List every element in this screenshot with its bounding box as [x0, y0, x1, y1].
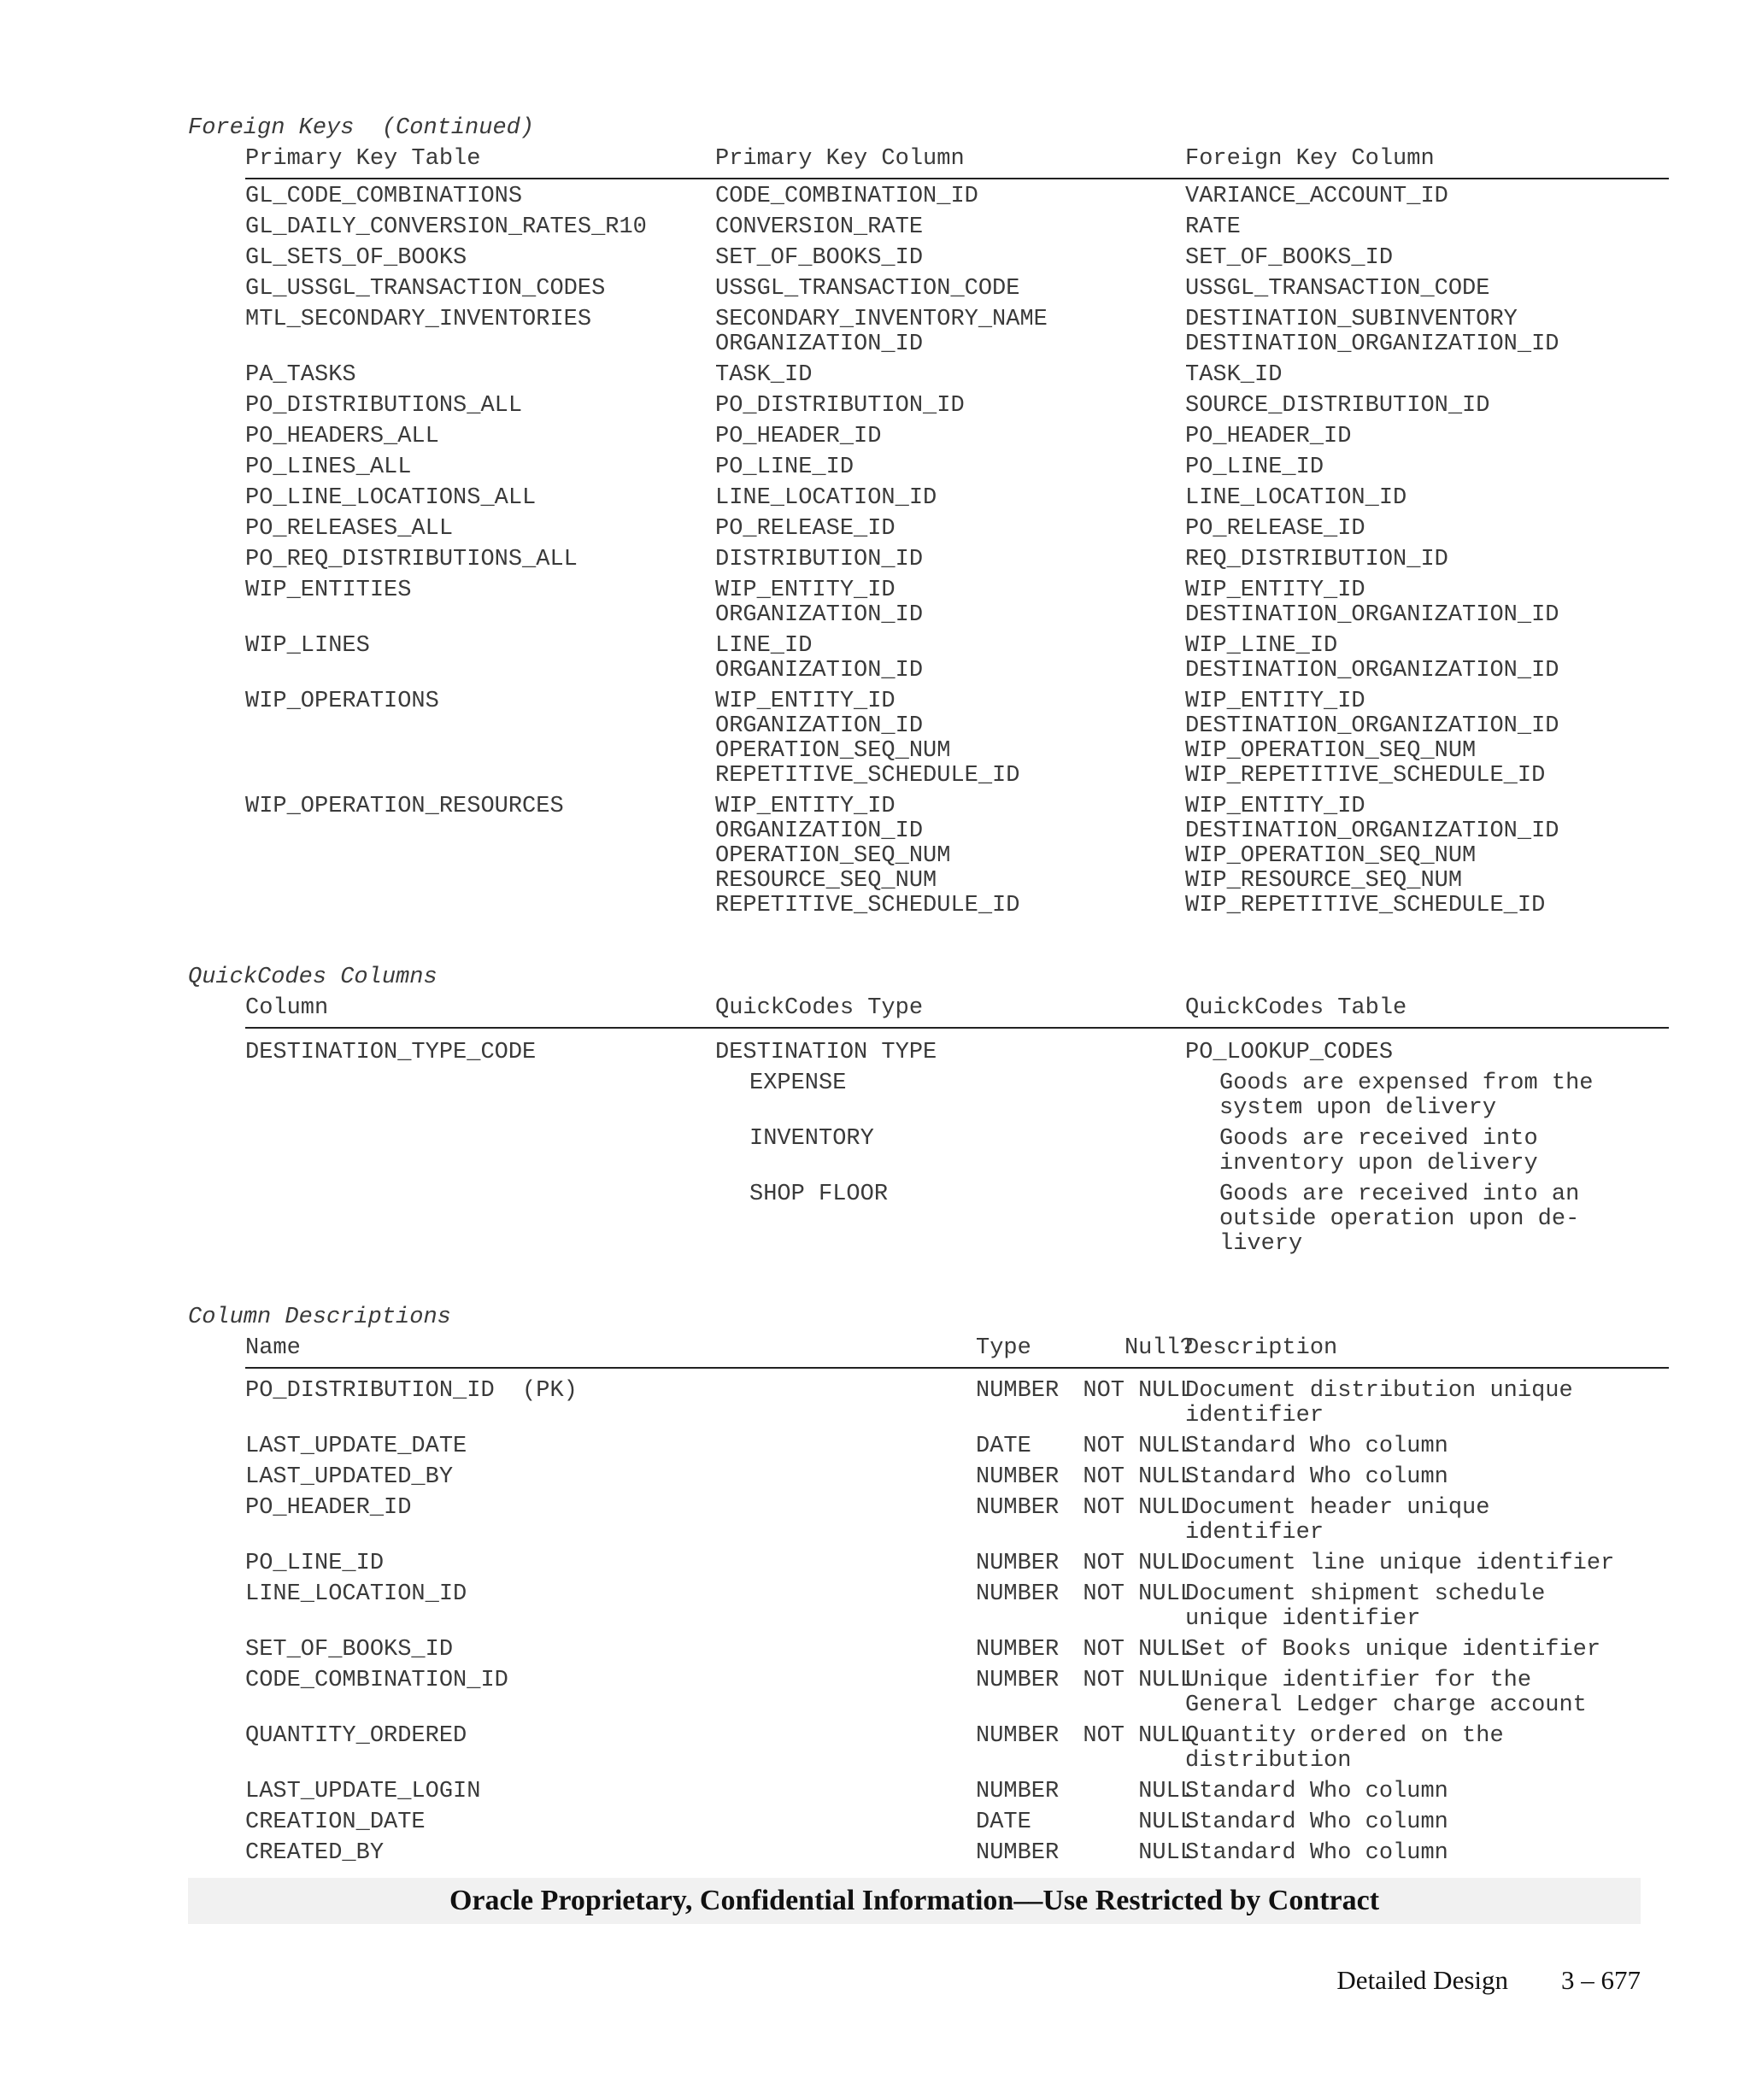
fk-table-name: WIP_OPERATION_RESOURCES [245, 794, 564, 819]
column-name: PO_HEADER_ID [245, 1495, 412, 1521]
column-nullable: NOT NULL [1083, 1464, 1194, 1490]
column-nullable: NOT NULL [1083, 1723, 1194, 1749]
column-description: General Ledger charge account [1185, 1692, 1587, 1718]
column-name: CODE_COMBINATION_ID [245, 1668, 508, 1693]
column-nullable: NOT NULL [1083, 1434, 1194, 1459]
fk-pk-column: REPETITIVE_SCHEDULE_ID [715, 763, 1020, 789]
column-type: NUMBER [976, 1840, 1060, 1866]
table-row [245, 1638, 1669, 1663]
fk-pk-column: PO_RELEASE_ID [715, 516, 896, 542]
foreign-keys-header [245, 147, 1669, 179]
fk-table-name: PO_HEADERS_ALL [245, 424, 439, 449]
fk-pk-column: WIP_ENTITY_ID [715, 578, 896, 603]
fk-fk-column: DESTINATION_ORGANIZATION_ID [1185, 658, 1559, 683]
table-row [245, 1379, 1669, 1428]
column-type: NUMBER [976, 1551, 1060, 1576]
table-row [245, 1552, 1669, 1576]
column-description: identifier [1185, 1520, 1324, 1546]
qc-header-type: QuickCodes Type [715, 995, 924, 1021]
fk-table-name: PO_REQ_DISTRIBUTIONS_ALL [245, 547, 578, 572]
column-type: DATE [976, 1434, 1031, 1459]
fk-row [245, 455, 1669, 480]
fk-fk-column: SET_OF_BOOKS_ID [1185, 245, 1394, 271]
fk-pk-column: LINE_LOCATION_ID [715, 485, 937, 511]
fk-table-name: MTL_SECONDARY_INVENTORIES [245, 307, 592, 332]
fk-pk-column: PO_LINE_ID [715, 455, 854, 480]
fk-pk-column: PO_HEADER_ID [715, 424, 882, 449]
fk-fk-column: DESTINATION_ORGANIZATION_ID [1185, 602, 1559, 628]
qc-header-column: Column [245, 995, 329, 1021]
qc-code-description: Goods are received into [1219, 1126, 1538, 1152]
column-name: LAST_UPDATE_DATE [245, 1434, 467, 1459]
fk-fk-column: DESTINATION_ORGANIZATION_ID [1185, 818, 1559, 844]
fk-pk-column: TASK_ID [715, 362, 813, 388]
column-type: NUMBER [976, 1779, 1060, 1804]
column-type: DATE [976, 1810, 1031, 1835]
fk-table-name: PO_DISTRIBUTIONS_ALL [245, 393, 523, 419]
quickcodes-table [245, 1041, 1669, 1263]
page-footer [1336, 1965, 1641, 1996]
fk-fk-column: DESTINATION_ORGANIZATION_ID [1185, 331, 1559, 357]
column-description: identifier [1185, 1403, 1324, 1428]
fk-pk-column: OPERATION_SEQ_NUM [715, 738, 951, 764]
column-type: NUMBER [976, 1581, 1060, 1607]
fk-row [245, 277, 1669, 302]
fk-row [245, 486, 1669, 511]
column-name: CREATED_BY [245, 1840, 385, 1866]
fk-table-name: GL_CODE_COMBINATIONS [245, 184, 523, 209]
fk-fk-column: WIP_REPETITIVE_SCHEDULE_ID [1185, 893, 1546, 918]
column-description: Unique identifier for the [1185, 1668, 1532, 1693]
qc-type-name: DESTINATION TYPE [715, 1040, 937, 1065]
table-row [245, 1465, 1669, 1490]
fk-fk-column: WIP_RESOURCE_SEQ_NUM [1185, 868, 1463, 894]
column-name: CREATION_DATE [245, 1810, 426, 1835]
table-row [245, 1434, 1669, 1459]
column-name: LAST_UPDATE_LOGIN [245, 1779, 481, 1804]
table-row [245, 1496, 1669, 1546]
column-description: Standard Who column [1185, 1464, 1448, 1490]
fk-fk-column: WIP_LINE_ID [1185, 633, 1338, 659]
column-description: Document shipment schedule [1185, 1581, 1546, 1607]
qc-code-description: livery [1219, 1231, 1303, 1257]
fk-row [245, 517, 1669, 542]
column-description: Standard Who column [1185, 1779, 1448, 1804]
fk-pk-column: SET_OF_BOOKS_ID [715, 245, 924, 271]
column-description: Standard Who column [1185, 1434, 1448, 1459]
column-description: Document distribution unique [1185, 1378, 1573, 1404]
column-name: PO_DISTRIBUTION_ID (PK) [245, 1378, 578, 1404]
column-description: Standard Who column [1185, 1840, 1448, 1866]
qc-code: SHOP FLOOR [749, 1182, 889, 1207]
fk-row [245, 246, 1669, 271]
column-name: SET_OF_BOOKS_ID [245, 1637, 454, 1663]
fk-table-name: GL_USSGL_TRANSACTION_CODES [245, 276, 606, 302]
fk-fk-column: PO_LINE_ID [1185, 455, 1324, 480]
fk-pk-column: USSGL_TRANSACTION_CODE [715, 276, 1020, 302]
fk-pk-column: DISTRIBUTION_ID [715, 547, 924, 572]
fk-fk-column: REQ_DISTRIBUTION_ID [1185, 547, 1448, 572]
fk-row [245, 425, 1669, 449]
cd-header-name: Name [245, 1335, 301, 1361]
fk-pk-column: OPERATION_SEQ_NUM [715, 843, 951, 869]
qc-value-row [245, 1182, 1669, 1257]
quickcodes-title: QuickCodes Columns [188, 965, 438, 990]
fk-pk-column: SECONDARY_INVENTORY_NAME [715, 307, 1048, 332]
fk-pk-column: ORGANIZATION_ID [715, 713, 924, 739]
fk-table-name: PO_LINE_LOCATIONS_ALL [245, 485, 537, 511]
fk-fk-column: WIP_ENTITY_ID [1185, 578, 1365, 603]
column-description: Quantity ordered on the [1185, 1723, 1504, 1749]
fk-header-fk-column: Foreign Key Column [1185, 146, 1435, 172]
fk-fk-column: PO_RELEASE_ID [1185, 516, 1365, 542]
table-row [245, 1582, 1669, 1632]
qc-code: EXPENSE [749, 1071, 847, 1096]
fk-pk-column: ORGANIZATION_ID [715, 818, 924, 844]
fk-fk-column: WIP_ENTITY_ID [1185, 689, 1365, 714]
column-nullable: NOT NULL [1083, 1378, 1194, 1404]
table-row [245, 1841, 1669, 1866]
confidential-notice: Oracle Proprietary, Confidential Information––Use Restricted by Contract [449, 1885, 1380, 1916]
qc-value-row [245, 1127, 1669, 1176]
column-description: Set of Books unique identifier [1185, 1637, 1601, 1663]
fk-table-name: WIP_LINES [245, 633, 370, 659]
fk-pk-column: ORGANIZATION_ID [715, 658, 924, 683]
fk-row [245, 185, 1669, 209]
column-name: PO_LINE_ID [245, 1551, 385, 1576]
column-type: NUMBER [976, 1637, 1060, 1663]
fk-table-name: PO_LINES_ALL [245, 455, 412, 480]
column-type: NUMBER [976, 1668, 1060, 1693]
qc-column-name: DESTINATION_TYPE_CODE [245, 1040, 537, 1065]
fk-fk-column: LINE_LOCATION_ID [1185, 485, 1407, 511]
column-description: Standard Who column [1185, 1810, 1448, 1835]
fk-row [245, 795, 1669, 918]
fk-row [245, 363, 1669, 388]
fk-fk-column: DESTINATION_ORGANIZATION_ID [1185, 713, 1559, 739]
column-type: NUMBER [976, 1723, 1060, 1749]
column-descriptions-title: Column Descriptions [188, 1305, 451, 1330]
column-nullable: NOT NULL [1083, 1495, 1194, 1521]
fk-row [245, 394, 1669, 419]
table-row [245, 1780, 1669, 1804]
fk-table-name: WIP_ENTITIES [245, 578, 412, 603]
fk-pk-column: ORGANIZATION_ID [715, 331, 924, 357]
fk-pk-column: CODE_COMBINATION_ID [715, 184, 978, 209]
fk-table-name: GL_SETS_OF_BOOKS [245, 245, 467, 271]
fk-pk-column: REPETITIVE_SCHEDULE_ID [715, 893, 1020, 918]
table-row [245, 1810, 1669, 1835]
fk-fk-column: WIP_ENTITY_ID [1185, 794, 1365, 819]
fk-fk-column: WIP_REPETITIVE_SCHEDULE_ID [1185, 763, 1546, 789]
column-description: Document header unique [1185, 1495, 1490, 1521]
cd-header-description: Description [1185, 1335, 1338, 1361]
column-name: QUANTITY_ORDERED [245, 1723, 467, 1749]
fk-row [245, 308, 1669, 357]
table-row [245, 1724, 1669, 1774]
fk-fk-column: USSGL_TRANSACTION_CODE [1185, 276, 1490, 302]
cd-header-type: Type [976, 1335, 1031, 1361]
qc-header-table: QuickCodes Table [1185, 995, 1407, 1021]
column-name: LAST_UPDATED_BY [245, 1464, 454, 1490]
column-nullable: NOT NULL [1083, 1637, 1194, 1663]
fk-row [245, 548, 1669, 572]
confidential-notice-bar [188, 1878, 1641, 1924]
qc-code-description: outside operation upon de- [1219, 1206, 1580, 1232]
fk-row [245, 634, 1669, 683]
fk-pk-column: CONVERSION_RATE [715, 214, 924, 240]
column-name: LINE_LOCATION_ID [245, 1581, 467, 1607]
qc-code: INVENTORY [749, 1126, 874, 1152]
qc-table-name: PO_LOOKUP_CODES [1185, 1040, 1394, 1065]
fk-table-name: PA_TASKS [245, 362, 356, 388]
column-type: NUMBER [976, 1378, 1060, 1404]
column-type: NUMBER [976, 1495, 1060, 1521]
qc-code-description: inventory upon delivery [1219, 1151, 1538, 1176]
fk-pk-column: RESOURCE_SEQ_NUM [715, 868, 937, 894]
qc-value-row [245, 1071, 1669, 1121]
column-nullable: NOT NULL [1083, 1581, 1194, 1607]
fk-fk-column: WIP_OPERATION_SEQ_NUM [1185, 843, 1477, 869]
column-nullable: NULL [1138, 1810, 1194, 1835]
fk-row [245, 689, 1669, 789]
column-nullable: NULL [1138, 1840, 1194, 1866]
fk-fk-column: SOURCE_DISTRIBUTION_ID [1185, 393, 1490, 419]
column-nullable: NULL [1138, 1779, 1194, 1804]
fk-pk-column: WIP_ENTITY_ID [715, 689, 896, 714]
qc-code-description: system upon delivery [1219, 1095, 1497, 1121]
column-descriptions-header [245, 1336, 1669, 1369]
qc-code-description: Goods are expensed from the [1219, 1071, 1594, 1096]
fk-fk-column: VARIANCE_ACCOUNT_ID [1185, 184, 1448, 209]
fk-row [245, 578, 1669, 628]
fk-header-pk-column: Primary Key Column [715, 146, 965, 172]
fk-pk-column: LINE_ID [715, 633, 813, 659]
fk-table-name: WIP_OPERATIONS [245, 689, 439, 714]
page-number: 3 – 677 [1561, 1965, 1641, 1995]
fk-header-pk-table: Primary Key Table [245, 146, 481, 172]
fk-fk-column: TASK_ID [1185, 362, 1283, 388]
fk-pk-column: PO_DISTRIBUTION_ID [715, 393, 965, 419]
fk-fk-column: DESTINATION_SUBINVENTORY [1185, 307, 1518, 332]
cd-header-null-text: Null? [1124, 1335, 1194, 1361]
column-nullable: NOT NULL [1083, 1551, 1194, 1576]
fk-pk-column: WIP_ENTITY_ID [715, 794, 896, 819]
column-description: Document line unique identifier [1185, 1551, 1615, 1576]
fk-fk-column: PO_HEADER_ID [1185, 424, 1352, 449]
column-description: distribution [1185, 1748, 1352, 1774]
table-row [245, 1669, 1669, 1718]
fk-row [245, 215, 1669, 240]
qc-code-description: Goods are received into an [1219, 1182, 1580, 1207]
footer-section: Detailed Design [1336, 1965, 1508, 1995]
quickcodes-header [245, 996, 1669, 1029]
fk-table-name: GL_DAILY_CONVERSION_RATES_R10 [245, 214, 647, 240]
column-nullable: NOT NULL [1083, 1668, 1194, 1693]
fk-table-name: PO_RELEASES_ALL [245, 516, 454, 542]
column-type: NUMBER [976, 1464, 1060, 1490]
fk-fk-column: WIP_OPERATION_SEQ_NUM [1185, 738, 1477, 764]
foreign-keys-title: Foreign Keys (Continued) [188, 115, 535, 141]
fk-fk-column: RATE [1185, 214, 1241, 240]
fk-pk-column: ORGANIZATION_ID [715, 602, 924, 628]
column-description: unique identifier [1185, 1606, 1421, 1632]
